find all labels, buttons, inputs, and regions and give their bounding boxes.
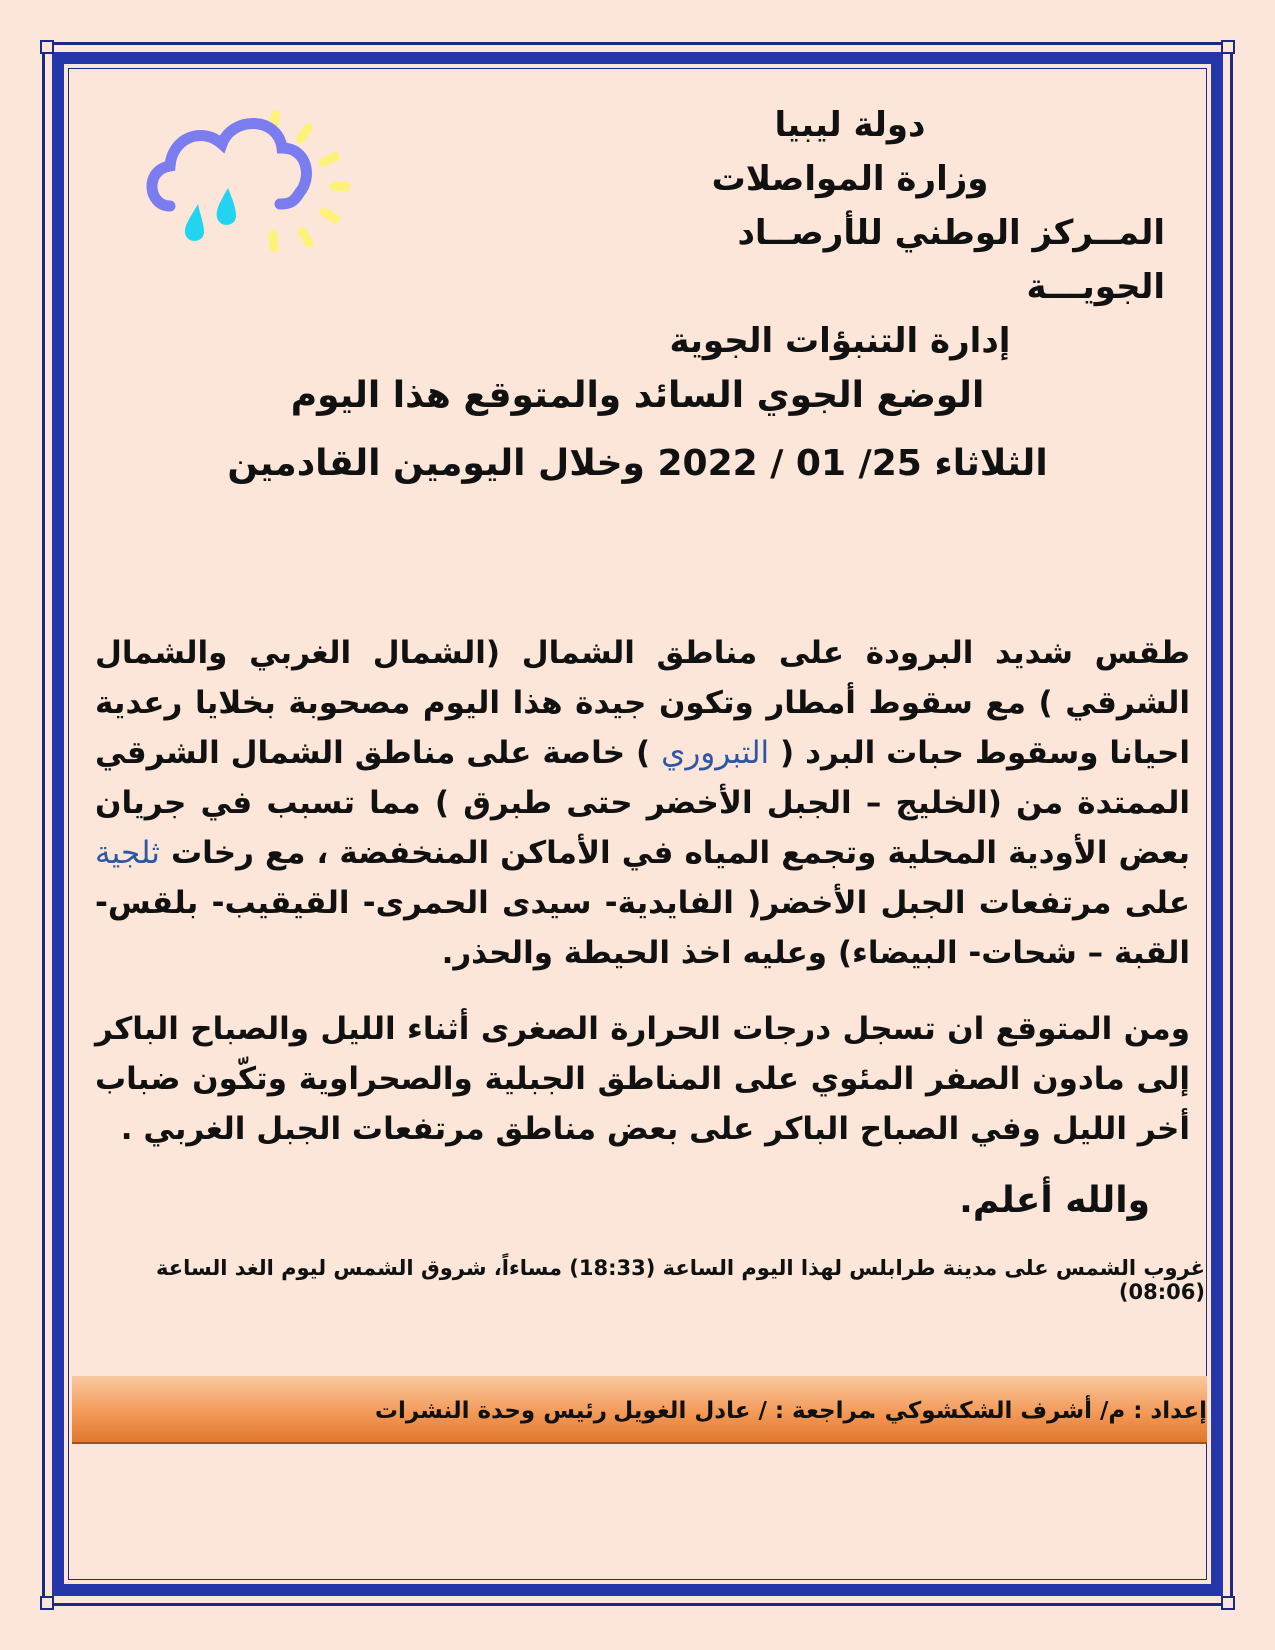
border-corner (1221, 1596, 1235, 1610)
highlight-term: ثلجية (95, 835, 160, 871)
raindrop (185, 204, 204, 241)
title-line-1: الوضع الجوي السائد والمتوقع هذا اليوم (290, 375, 985, 416)
header-center: المــركز الوطني للأرصــاد الجويـــة (737, 213, 1165, 307)
sunset-sunrise-note: غروب الشمس على مدينة طرابلس لهذا اليوم الساعة (18:33) مساءاً، شروق الشمس ليوم الغد الساعة (08:06) (155, 1256, 1205, 1304)
agency-header (605, 98, 1165, 368)
header-ministry: وزارة المواصلات (711, 159, 989, 199)
paragraph-1-part-a: طقس شديد البرودة على مناطق الشمال (الشمال الغربي والشمال الشرقي ) مع سقوط أمطار وتكون جيدة هذا اليوم مصحوبة بخلايا رعدية احيانا وسقوط حبات البرد ( (95, 635, 1190, 771)
border-corner (40, 40, 54, 54)
credits-footer (72, 1376, 1207, 1444)
highlight-term: التبروري (661, 735, 770, 771)
paragraph-1-part-c: على مرتفعات الجبل الأخضر( الفايدية- سيدى الحمرى- القيقيب- بلقس- القبة – شحات- البيضاء) وعليه اخذ الحيطة والحذر. (95, 885, 1190, 971)
forecast-paragraph-1 (95, 628, 1190, 978)
forecast-paragraph-2: ومن المتوقع ان تسجل درجات الحرارة الصغرى أثناء الليل والصباح الباكر إلى مادون الصفر المئوي على المناطق الجبلية والصحراوية وتكّون ضباب أخر الليل وفي الصباح الباكر على بعض مناطق مرتفعات الجبل الغربي . (95, 1011, 1190, 1147)
reviewed-by: مراجعة : / عادل الغويل (613, 1398, 872, 1424)
border-corner (40, 1596, 54, 1610)
header-country: دولة ليبيا (774, 105, 926, 145)
prepared-by: إعداد : م/ أشرف الشكشوكي . (867, 1398, 1207, 1424)
bulletin-title (100, 362, 1175, 498)
title-line-2: الثلاثاء 25/ 01 / 2022 وخلال اليومين القادمين (227, 443, 1048, 484)
reviewer-role: رئيس وحدة النشرات (374, 1398, 607, 1424)
closing-phrase: والله أعلم. (959, 1180, 1150, 1221)
forecast-body (95, 628, 1190, 1154)
header-department: إدارة التنبؤات الجوية (669, 321, 1011, 361)
raindrop (217, 188, 236, 225)
border-corner (1221, 40, 1235, 54)
paragraph-1-part-b: ) خاصة على مناطق الشمال الشرقي الممتدة من (الخليج – الجبل الأخضر حتى طبرق ) مما تسبب في جريان بعض الأودية المحلية وتجمع المياه في الأماكن المنخفضة ، مع رخات (95, 735, 1190, 871)
cloud-rain-sun-icon (140, 108, 370, 258)
